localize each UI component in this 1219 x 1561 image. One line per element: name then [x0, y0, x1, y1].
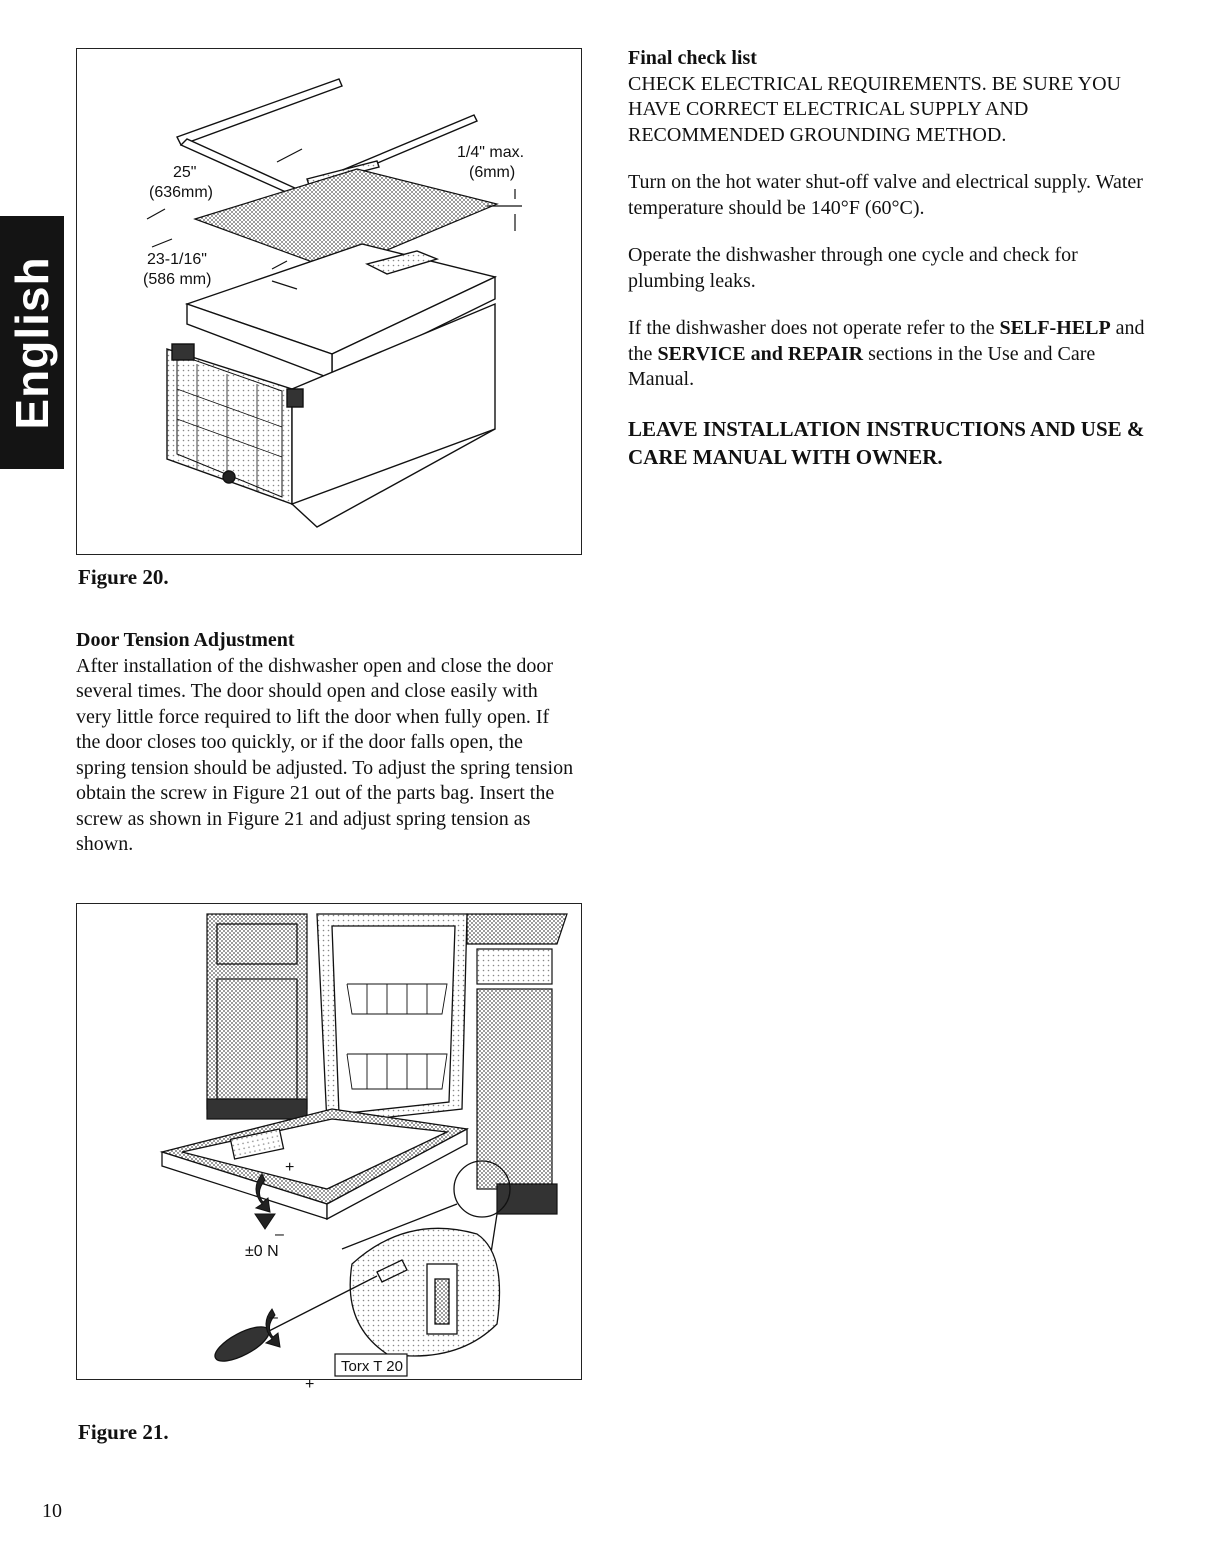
minus-top-label: – — [275, 1226, 284, 1243]
figure-20-caption: Figure 20. — [78, 565, 169, 589]
plus-top-label: + — [285, 1159, 295, 1176]
plus-bottom-label: + — [305, 1376, 315, 1393]
depth-mm-label: (586 mm) — [143, 271, 212, 288]
minus-bottom-label: – — [269, 1309, 278, 1326]
depth-inch-label: 23-1/16" — [147, 251, 207, 268]
service-repair-ref: SERVICE and REPAIR — [657, 342, 864, 365]
electrical-requirements-notice: CHECK ELECTRICAL REQUIREMENTS. BE SURE YOU HAVE CORRECT ELECTRICAL SUPPLY AND RECOMMENDED GROUNDING METHOD. — [628, 72, 1121, 146]
water-supply-paragraph: Turn on the hot water shut-off valve and electrical supply. Water temperature should be 140°F (60°C). — [628, 171, 1143, 219]
leave-instructions-notice: LEAVE INSTALLATION INSTRUCTIONS AND USE & CARE MANUAL WITH OWNER. — [628, 416, 1145, 469]
gap-mm-label: (6mm) — [469, 164, 516, 181]
gap-inch-label: 1/4" max. — [457, 144, 525, 161]
figure-20-illustration — [76, 48, 582, 555]
language-tab-label: English — [6, 255, 58, 430]
width-mm-label: (636mm) — [149, 184, 214, 201]
torx-tool-label: Torx T 20 — [341, 1358, 403, 1375]
force-label: ±0 N — [245, 1243, 279, 1260]
language-tab — [0, 216, 64, 469]
self-help-paragraph: If the dishwasher does not operate refer to the SELF-HELP and the SERVICE and REPAIR sections in the Use and Care Manual. — [628, 317, 1145, 390]
door-tension-section — [76, 628, 576, 858]
dishwasher-tub — [317, 914, 467, 1124]
self-help-ref: SELF-HELP — [999, 317, 1111, 339]
final-check-section — [628, 46, 1148, 471]
open-door — [162, 1109, 467, 1219]
door-tension-heading: Door Tension Adjustment — [76, 629, 295, 651]
figure-21-caption: Figure 21. — [78, 1420, 169, 1444]
test-cycle-paragraph: Operate the dishwasher through one cycle and check for plumbing leaks. — [628, 244, 1078, 292]
width-inch-label: 25" — [173, 164, 197, 181]
figure-21-illustration — [76, 903, 582, 1393]
door-tension-body: After installation of the dishwasher open and close the door several times. The door should open and close easily with very little force required to lift the door when fully open. If the door closes too quickly, or if the door falls open, the spring tension should be adjusted. To adjust the spring tension obtain the screw in Figure 21 out of the parts bag. Insert the screw as shown in Figure 21 and adjust spring tension as shown. — [76, 654, 574, 855]
page-number: 10 — [42, 1500, 62, 1522]
final-check-heading: Final check list — [628, 47, 757, 69]
